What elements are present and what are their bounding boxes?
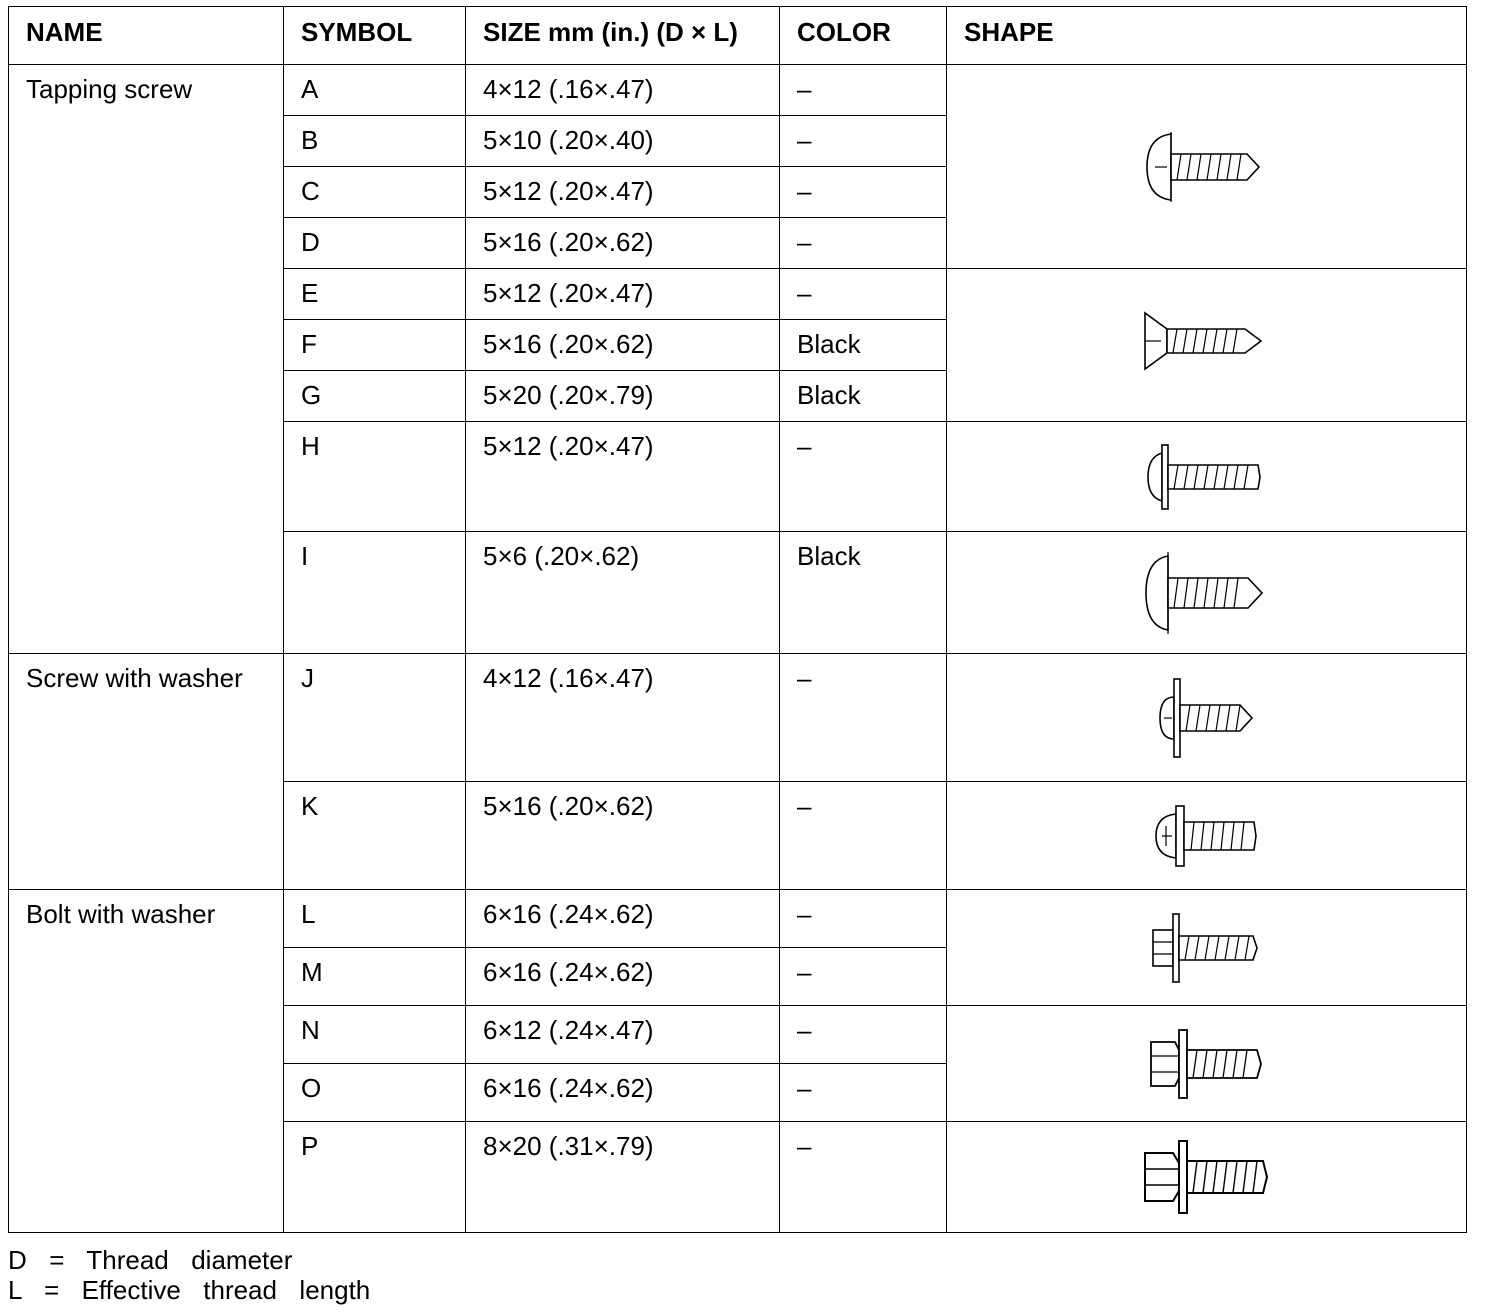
size-cell: 8×20 (.31×.79) (466, 1122, 780, 1233)
symbol-cell: N (284, 1006, 466, 1064)
flat-head-tapping-screw-icon (1137, 305, 1277, 385)
size-cell: 6×16 (.24×.62) (466, 890, 780, 948)
header-name: NAME (9, 7, 284, 65)
color-cell: – (780, 422, 947, 532)
color-cell: Black (780, 532, 947, 654)
shape-cell (947, 1122, 1467, 1233)
pan-head-washer-screw-icon (1152, 796, 1262, 876)
hex-head-washer-bolt-icon (1145, 1024, 1269, 1104)
size-cell: 6×16 (.24×.62) (466, 1064, 780, 1122)
symbol-cell: D (284, 218, 466, 269)
symbol-cell: H (284, 422, 466, 532)
symbol-cell: O (284, 1064, 466, 1122)
size-cell: 5×12 (.20×.47) (466, 269, 780, 320)
shape-cell (947, 890, 1467, 1006)
color-cell: – (780, 890, 947, 948)
symbol-cell: E (284, 269, 466, 320)
color-cell: – (780, 1122, 947, 1233)
symbol-cell: L (284, 890, 466, 948)
header-color: COLOR (780, 7, 947, 65)
pan-head-washer-screw-icon (1152, 673, 1262, 763)
symbol-cell: B (284, 116, 466, 167)
shape-cell (947, 422, 1467, 532)
shape-cell (947, 269, 1467, 422)
size-cell: 5×6 (.20×.62) (466, 532, 780, 654)
color-cell: – (780, 1064, 947, 1122)
size-cell: 5×10 (.20×.40) (466, 116, 780, 167)
group-name-cell: Screw with washer (9, 654, 284, 890)
symbol-cell: K (284, 782, 466, 890)
shape-cell (947, 782, 1467, 890)
size-cell: 4×12 (.16×.47) (466, 654, 780, 782)
color-cell: – (780, 269, 947, 320)
hex-head-washer-bolt-icon (1139, 1135, 1275, 1219)
shape-cell (947, 1006, 1467, 1122)
header-symbol: SYMBOL (284, 7, 466, 65)
symbol-cell: G (284, 371, 466, 422)
hex-head-washer-bolt-icon (1147, 908, 1267, 988)
color-cell: – (780, 948, 947, 1006)
symbol-cell: A (284, 65, 466, 116)
symbol-cell: P (284, 1122, 466, 1233)
shape-cell (947, 654, 1467, 782)
size-cell: 5×16 (.20×.62) (466, 218, 780, 269)
size-cell: 5×12 (.20×.47) (466, 422, 780, 532)
table-row (9, 65, 1467, 116)
color-cell: – (780, 116, 947, 167)
symbol-cell: I (284, 532, 466, 654)
size-cell: 5×16 (.20×.62) (466, 782, 780, 890)
group-name-cell: Tapping screw (9, 65, 284, 654)
color-cell: Black (780, 320, 947, 371)
size-cell: 4×12 (.16×.47) (466, 65, 780, 116)
shape-cell (947, 65, 1467, 269)
color-cell: Black (780, 371, 947, 422)
truss-head-tapping-screw-icon (1142, 548, 1272, 638)
size-cell: 6×16 (.24×.62) (466, 948, 780, 1006)
header-size: SIZE mm (in.) (D × L) (466, 7, 780, 65)
table-row (9, 890, 1467, 948)
color-cell: – (780, 167, 947, 218)
size-cell: 6×12 (.24×.47) (466, 1006, 780, 1064)
size-cell: 5×12 (.20×.47) (466, 167, 780, 218)
legend-thread-length: L = Effective thread length (8, 1275, 371, 1305)
table-row (9, 654, 1467, 782)
fastener-spec-table (8, 6, 1467, 1233)
symbol-cell: C (284, 167, 466, 218)
truss-head-tapping-screw-icon (1137, 112, 1277, 222)
symbol-cell: M (284, 948, 466, 1006)
shape-cell (947, 532, 1467, 654)
size-cell: 5×16 (.20×.62) (466, 320, 780, 371)
color-cell: – (780, 654, 947, 782)
flange-head-tapping-screw-icon (1142, 437, 1272, 517)
color-cell: – (780, 218, 947, 269)
symbol-cell: F (284, 320, 466, 371)
color-cell: – (780, 65, 947, 116)
color-cell: – (780, 1006, 947, 1064)
group-name-cell: Bolt with washer (9, 890, 284, 1233)
size-cell: 5×20 (.20×.79) (466, 371, 780, 422)
color-cell: – (780, 782, 947, 890)
symbol-cell: J (284, 654, 466, 782)
header-row (9, 7, 1467, 65)
legend-thread-diameter: D = Thread diameter (8, 1245, 293, 1275)
legend (8, 1245, 370, 1305)
header-shape: SHAPE (947, 7, 1467, 65)
